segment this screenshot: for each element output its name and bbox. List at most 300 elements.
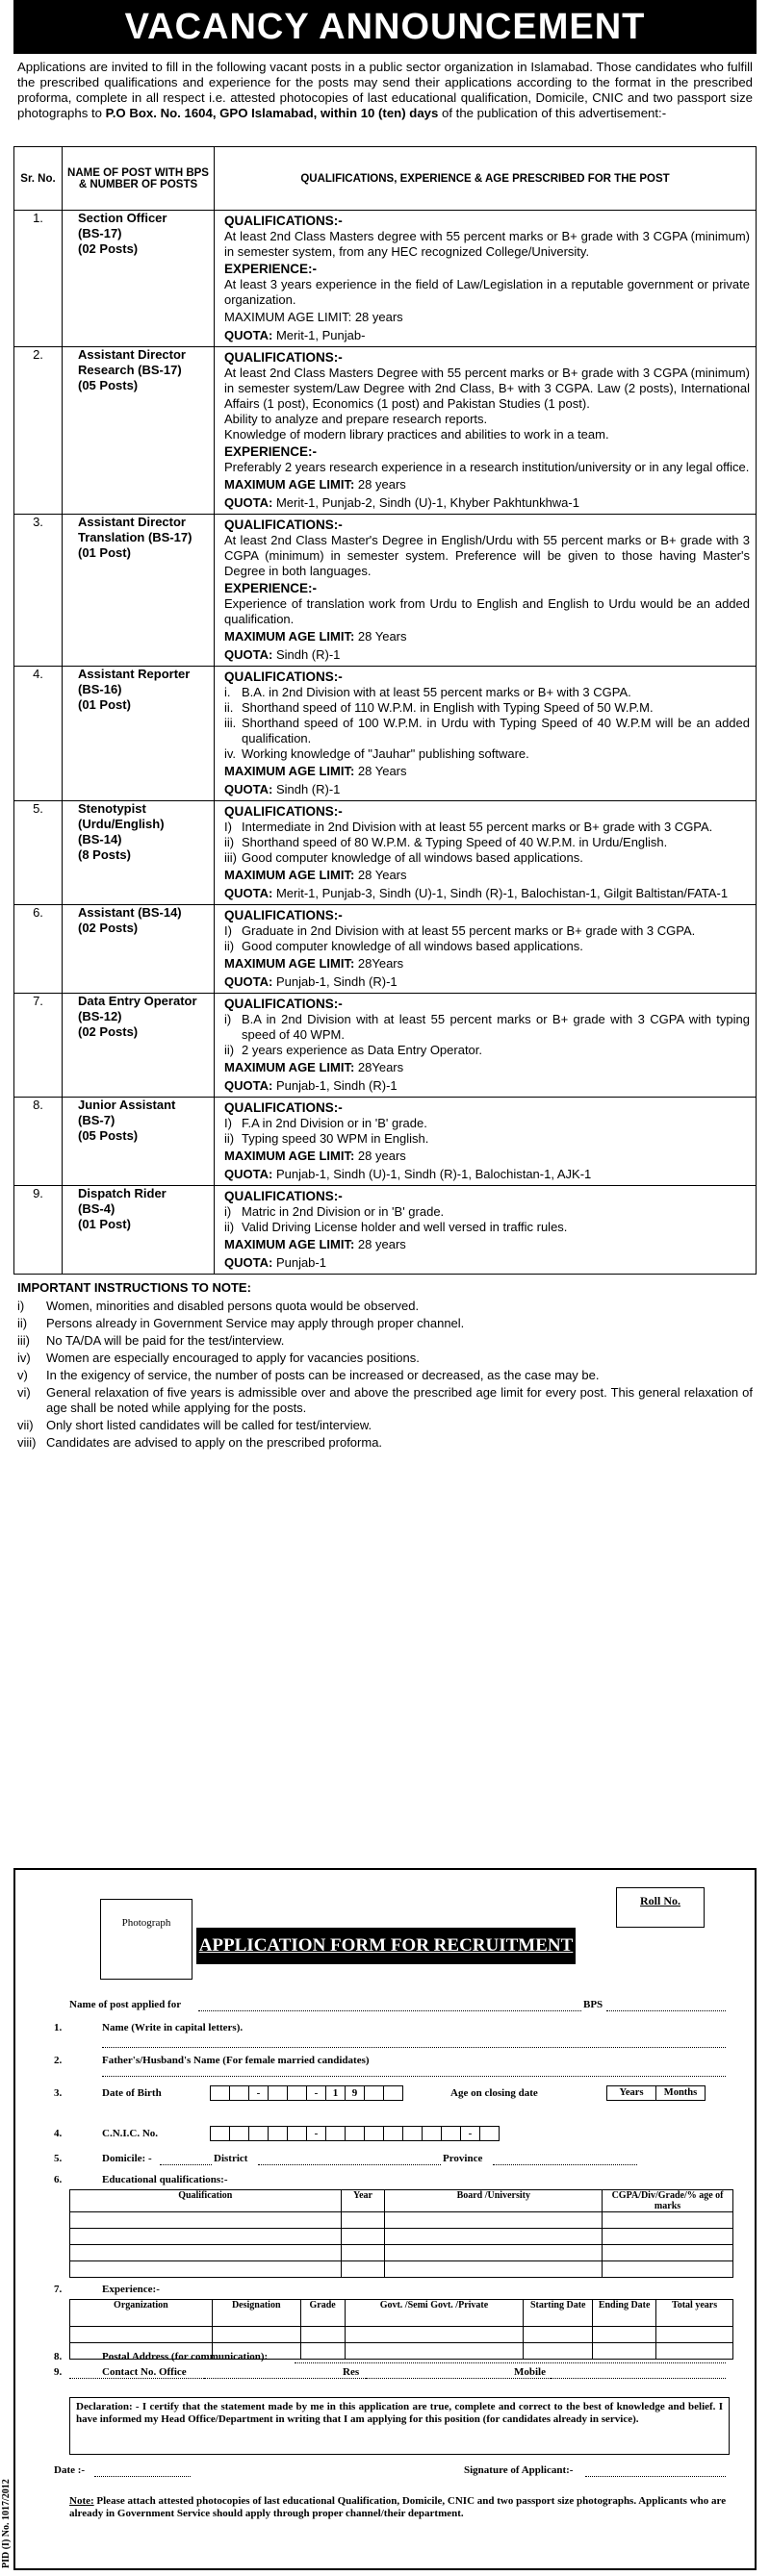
- digit-box[interactable]: [268, 2126, 288, 2141]
- instruction-number: iv): [17, 1351, 31, 1365]
- instruction-text: Candidates are advised to apply on the prescribed proforma.: [46, 1435, 383, 1450]
- education-label: Educational qualifications:-: [102, 2174, 228, 2185]
- post-title: Stenotypist (Urdu/English): [78, 801, 165, 831]
- exp-cell[interactable]: [524, 2343, 593, 2360]
- qualification-item: [224, 1116, 750, 1131]
- header-post-name: NAME OF POST WITH BPS & NUMBER OF POSTS: [63, 147, 215, 211]
- max-age-limit: [224, 764, 750, 779]
- edu-cell[interactable]: [385, 2245, 603, 2261]
- edu-cell[interactable]: [70, 2245, 342, 2261]
- date-line[interactable]: [94, 2476, 191, 2477]
- digit-box[interactable]: -: [460, 2126, 480, 2141]
- post-count: (02 Posts): [78, 241, 139, 256]
- table-row: [70, 2327, 733, 2343]
- table-row: [70, 2229, 733, 2245]
- row-qualifications: [215, 994, 757, 1098]
- quota-label: QUOTA:: [224, 974, 273, 989]
- post-title: Section Officer: [78, 211, 167, 225]
- signature-label: Signature of Applicant:-: [464, 2464, 574, 2476]
- row-qualifications: [215, 1186, 757, 1275]
- max-age-limit: [224, 956, 750, 972]
- quota-value: Merit-1, Punjab-: [275, 328, 366, 342]
- mobile-label: Mobile: [514, 2366, 546, 2378]
- instruction-text: Only short listed candidates will be called for test/interview.: [46, 1418, 372, 1432]
- instruction-item: [17, 1385, 753, 1416]
- qualification-item: [224, 939, 750, 954]
- post-title: Dispatch Rider: [78, 1186, 167, 1200]
- table-row: [14, 1098, 757, 1186]
- edu-header-grade: CGPA/Div/Grade/% age of marks: [603, 2190, 733, 2212]
- post-count: (01 Post): [78, 1217, 131, 1231]
- qualification-text: Typing speed 30 WPM in English.: [242, 1131, 429, 1146]
- advertisement-page: [13, 0, 757, 1452]
- row-post-name: [63, 1098, 215, 1186]
- header-qualifications: QUALIFICATIONS, EXPERIENCE & AGE PRESCRIBED FOR THE POST: [215, 147, 757, 211]
- max-age-limit: [224, 1060, 750, 1075]
- exp-cell[interactable]: [345, 2327, 524, 2343]
- qualification-item: [224, 700, 750, 716]
- cnic-boxes[interactable]: [210, 2126, 499, 2141]
- intro-text: Applications are invited to fill in the following vacant posts in a public sector organization in Islamabad. Those candidates who fulfill the prescribed qualifications and experience for the posts may send their applications according to the format in the prescribed proforma, complete in all respect i.e. attested photocopies of last educational qualification, Domicile, CNIC and two passport size photographs to: [17, 60, 753, 120]
- qualification-text: Shorthand speed of 100 W.P.M. in Urdu with Typing Speed of 40 W.P.M will be an added qualification.: [242, 716, 750, 745]
- experience-label: EXPERIENCE:-: [224, 262, 318, 276]
- qualification-item: [224, 1131, 750, 1147]
- qualifications-label: QUALIFICATIONS:-: [224, 1189, 343, 1203]
- mobile-line[interactable]: [551, 2378, 726, 2379]
- table-row: [14, 667, 757, 801]
- quota-label: QUOTA:: [224, 647, 273, 662]
- qualification-text: At least 2nd Class Master's Degree in English/Urdu with 55 percent marks or B+ grade with 3 CGPA (minimum) in semester system. Preference will be given to those having Master's Degree in both languages.: [224, 533, 750, 578]
- instruction-text: Women, minorities and disabled persons quota would be observed.: [46, 1299, 420, 1313]
- edu-cell[interactable]: [70, 2261, 342, 2278]
- district-line[interactable]: [258, 2164, 441, 2165]
- postal-address-line[interactable]: [295, 2362, 726, 2363]
- roll-no-box: Roll No.: [616, 1887, 705, 1928]
- digit-box[interactable]: [287, 2085, 307, 2101]
- qualification-item: [224, 835, 750, 850]
- post-title: Assistant Reporter: [78, 667, 191, 681]
- qualifications-label: QUALIFICATIONS:-: [224, 669, 343, 684]
- qualifications-label: QUALIFICATIONS:-: [224, 350, 343, 365]
- instruction-item: [17, 1368, 753, 1383]
- qualification-text: Good computer knowledge of all windows based applications.: [242, 939, 583, 953]
- qualification-text: 2 years experience as Data Entry Operator.: [242, 1043, 483, 1057]
- res-label: Res: [343, 2366, 360, 2378]
- quota-label: QUOTA:: [224, 886, 273, 900]
- qualification-text: Graduate in 2nd Division with at least 55 percent marks or B+ grade with 3 CGPA.: [242, 923, 696, 938]
- father-name-line[interactable]: [102, 2076, 726, 2077]
- cnic-label: C.N.I.C. No.: [102, 2128, 159, 2139]
- qualification-number: I): [224, 923, 232, 938]
- instruction-item: [17, 1418, 753, 1433]
- qualification-item: [224, 1043, 750, 1058]
- post-title: Assistant Director Translation (BS-17): [78, 515, 192, 544]
- age-boxes: [606, 2085, 705, 2101]
- note-text: Please attach attested photocopies of last educational Qualification, Domicile, CNIC and two passport size photographs. Applicants who are already in Government Service should apply through proper channel/their department.: [69, 2495, 727, 2519]
- age-value: 28 Years: [357, 764, 407, 778]
- quota: [224, 886, 750, 901]
- digit-box[interactable]: [383, 2126, 403, 2141]
- post-count: (05 Posts): [78, 378, 139, 392]
- qualifications-label: QUALIFICATIONS:-: [224, 518, 343, 532]
- age-label: MAXIMUM AGE LIMIT:: [224, 477, 355, 492]
- age-label: MAXIMUM AGE LIMIT:: [224, 1237, 355, 1251]
- qualification-number: I): [224, 820, 232, 834]
- edu-cell[interactable]: [341, 2245, 385, 2261]
- table-row: [14, 211, 757, 347]
- qualification-item: [224, 1012, 750, 1043]
- qualification-item: [224, 820, 750, 835]
- max-age-limit: [224, 1149, 750, 1164]
- instruction-number: vi): [17, 1385, 31, 1400]
- province-line[interactable]: [493, 2164, 637, 2165]
- field-9-number: 9.: [54, 2366, 63, 2378]
- digit-box[interactable]: 1: [325, 2085, 346, 2101]
- pid-text: PID (I) No. 1017/2012: [1, 2479, 12, 2568]
- digit-box[interactable]: [210, 2126, 230, 2141]
- instruction-item: [17, 1351, 753, 1366]
- domicile-line[interactable]: [160, 2164, 212, 2165]
- res-line[interactable]: [366, 2378, 510, 2379]
- experience-text: Experience of translation work from Urdu to English and English to Urdu would be an added qualification.: [224, 596, 750, 626]
- qualification-text: B.A. in 2nd Division with at least 55 percent marks or B+ with 3 CGPA.: [242, 685, 631, 699]
- instruction-number: v): [17, 1368, 28, 1382]
- exp-header-end: Ending Date: [593, 2300, 656, 2327]
- vacancy-table: [13, 146, 757, 1275]
- exp-cell[interactable]: [70, 2327, 213, 2343]
- exp-header-start: Starting Date: [524, 2300, 593, 2327]
- digit-box[interactable]: [364, 2085, 384, 2101]
- row-post-name: [63, 515, 215, 667]
- name-label: Name (Write in capital letters).: [102, 2022, 244, 2033]
- exp-header-type: Govt. /Semi Govt. /Private: [345, 2300, 524, 2327]
- exp-cell[interactable]: [593, 2343, 656, 2360]
- qualification-number: ii): [224, 1220, 235, 1234]
- application-form: [13, 1868, 757, 2570]
- edu-cell[interactable]: [385, 2229, 603, 2245]
- field-2-number: 2.: [54, 2055, 63, 2066]
- digit-box[interactable]: [229, 2126, 249, 2141]
- exp-header-organization: Organization: [70, 2300, 213, 2327]
- digit-box[interactable]: [287, 2126, 307, 2141]
- qualification-text: Shorthand speed of 80 W.P.M. & Typing Speed of 40 W.P.M. in Urdu/English.: [242, 835, 668, 849]
- quota-value: Merit-1, Punjab-3, Sindh (U)-1, Sindh (R)-1, Balochistan-1, Gilgit Baltistan/FATA-1: [275, 886, 729, 900]
- bps-line[interactable]: [606, 2010, 726, 2011]
- age-label: MAXIMUM AGE LIMIT:: [224, 310, 352, 324]
- table-row: [14, 801, 757, 905]
- field-7-number: 7.: [54, 2284, 63, 2295]
- edu-header-year: Year: [341, 2190, 385, 2212]
- post-count: (01 Post): [78, 697, 131, 712]
- instruction-text: Persons already in Government Service may apply through proper channel.: [46, 1316, 465, 1330]
- edu-cell[interactable]: [385, 2212, 603, 2229]
- quota: [224, 974, 750, 990]
- row-post-name: [63, 1186, 215, 1275]
- age-label: MAXIMUM AGE LIMIT:: [224, 629, 355, 644]
- dob-label: Date of Birth: [102, 2087, 162, 2099]
- age-value: 28 years: [357, 1237, 406, 1251]
- intro-tail: of the publication of this advertisement:-: [438, 106, 667, 120]
- qualification-text: Matric in 2nd Division or in 'B' grade.: [242, 1204, 445, 1219]
- edu-cell[interactable]: [603, 2245, 733, 2261]
- row-post-name: [63, 801, 215, 905]
- field-8-number: 8.: [54, 2351, 63, 2362]
- declaration-box: Declaration: - I certify that the statement made by me in this application are true, complete and correct to the best of knowledge and belief. I have informed my Head Office/Department in writing that I am applying for this position (for candidates already in service).: [69, 2397, 730, 2455]
- edu-cell[interactable]: [603, 2212, 733, 2229]
- quota-value: Sindh (R)-1: [275, 782, 341, 796]
- post-bps: (BS-17): [78, 226, 122, 240]
- row-qualifications: [215, 1098, 757, 1186]
- quota-label: QUOTA:: [224, 328, 273, 342]
- field-4-number: 4.: [54, 2128, 63, 2139]
- digit-box[interactable]: [479, 2126, 500, 2141]
- digit-box[interactable]: 9: [345, 2085, 365, 2101]
- instruction-number: i): [17, 1299, 25, 1313]
- domicile-label: Domicile: -: [102, 2153, 152, 2164]
- post-title: Assistant (BS-14): [78, 905, 182, 920]
- qualification-number: ii): [224, 835, 235, 849]
- age-value: 28Years: [357, 1060, 404, 1074]
- edu-cell[interactable]: [341, 2229, 385, 2245]
- qualification-item: [224, 746, 750, 762]
- contact-office-label: Contact No. Office: [102, 2366, 187, 2378]
- experience-text: At least 3 years experience in the field of Law/Legislation in a reputable government or private organization.: [224, 277, 750, 307]
- row-sr-no: 2.: [14, 347, 63, 515]
- exp-cell[interactable]: [300, 2327, 345, 2343]
- instruction-number: ii): [17, 1316, 28, 1330]
- max-age-limit: [224, 310, 750, 325]
- edu-cell[interactable]: [603, 2261, 733, 2278]
- quota: [224, 495, 750, 511]
- row-post-name: [63, 667, 215, 801]
- instruction-item: [17, 1333, 753, 1349]
- exp-cell[interactable]: [656, 2343, 733, 2360]
- qualification-number: i.: [224, 685, 231, 699]
- digit-box[interactable]: [441, 2126, 461, 2141]
- qualification-number: I): [224, 1116, 232, 1130]
- qualification-item: [224, 850, 750, 866]
- row-sr-no: 4.: [14, 667, 63, 801]
- header-sr-no: Sr. No.: [14, 147, 63, 211]
- quota-value: Punjab-1, Sindh (R)-1: [275, 974, 398, 989]
- form-note: [69, 2495, 743, 2520]
- post-count: (01 Post): [78, 545, 131, 560]
- quota-value: Merit-1, Punjab-2, Sindh (U)-1, Khyber Pakhtunkhwa-1: [275, 495, 579, 510]
- digit-box[interactable]: [229, 2085, 249, 2101]
- exp-header-total: Total years: [656, 2300, 733, 2327]
- digit-box[interactable]: [210, 2085, 230, 2101]
- row-qualifications: [215, 347, 757, 515]
- exp-cell[interactable]: [656, 2327, 733, 2343]
- exp-cell[interactable]: [593, 2327, 656, 2343]
- qualification-text: Working knowledge of "Jauhar" publishing software.: [242, 746, 529, 761]
- vacancy-rows: [14, 211, 757, 1275]
- age-label: MAXIMUM AGE LIMIT:: [224, 868, 355, 882]
- qualification-number: iii): [224, 850, 237, 865]
- dob-boxes[interactable]: [210, 2085, 402, 2101]
- table-row: [70, 2212, 733, 2229]
- form-title: APPLICATION FORM FOR RECRUITMENT: [196, 1928, 576, 1964]
- digit-box[interactable]: -: [306, 2126, 326, 2141]
- instruction-item: [17, 1435, 753, 1451]
- quota-label: QUOTA:: [224, 1167, 273, 1181]
- edu-cell[interactable]: [385, 2261, 603, 2278]
- row-post-name: [63, 905, 215, 994]
- table-row: [14, 347, 757, 515]
- contact-office-line[interactable]: [204, 2378, 339, 2379]
- vacancy-banner: VACANCY ANNOUNCEMENT: [13, 0, 757, 54]
- row-sr-no: 7.: [14, 994, 63, 1098]
- exp-cell[interactable]: [300, 2343, 345, 2360]
- postal-address-label: Postal Address (for communication):: [102, 2351, 269, 2362]
- qualification-text: Ability to analyze and prepare research reports.: [224, 412, 488, 426]
- quota-label: QUOTA:: [224, 495, 273, 510]
- qualification-number: iii.: [224, 716, 237, 730]
- qualification-number: ii.: [224, 700, 234, 715]
- photograph-box: Photograph: [100, 1899, 192, 1980]
- quota-label: QUOTA:: [224, 1078, 273, 1093]
- digit-box[interactable]: [383, 2085, 403, 2101]
- post-count: (05 Posts): [78, 1128, 139, 1143]
- exp-cell[interactable]: [345, 2343, 524, 2360]
- age-label: MAXIMUM AGE LIMIT:: [224, 764, 355, 778]
- post-title: Data Entry Operator: [78, 994, 197, 1008]
- field-3-number: 3.: [54, 2087, 63, 2099]
- instruction-item: [17, 1299, 753, 1314]
- row-post-name: [63, 211, 215, 347]
- age-label: MAXIMUM AGE LIMIT:: [224, 1060, 355, 1074]
- qualification-number: i): [224, 1204, 232, 1219]
- max-age-limit: [224, 868, 750, 883]
- qualification-text: Intermediate in 2nd Division with at least 55 percent marks or B+ grade with 3 CGPA.: [242, 820, 713, 834]
- qualification-text: F.A in 2nd Division or in 'B' grade.: [242, 1116, 427, 1130]
- instruction-text: Women are especially encouraged to apply for vacancies positions.: [46, 1351, 420, 1365]
- field-1-number: 1.: [54, 2022, 63, 2033]
- experience-label: Experience:-: [102, 2284, 160, 2295]
- digit-box[interactable]: [345, 2126, 365, 2141]
- quota-label: QUOTA:: [224, 782, 273, 796]
- instructions-list: [17, 1299, 753, 1451]
- instruction-text: General relaxation of five years is admissible over and above the prescribed age limit for every post. This general relaxation of age shall be noted while applying for the posts.: [46, 1385, 753, 1415]
- district-label: District: [214, 2153, 248, 2164]
- quota-value: Punjab-1, Sindh (U)-1, Sindh (R)-1, Balochistan-1, AJK-1: [275, 1167, 592, 1181]
- exp-header-grade: Grade: [300, 2300, 345, 2327]
- digit-box[interactable]: [364, 2126, 384, 2141]
- qualifications-label: QUALIFICATIONS:-: [224, 804, 343, 819]
- row-sr-no: 6.: [14, 905, 63, 994]
- instruction-item: [17, 1316, 753, 1331]
- bps-label: BPS: [583, 1999, 603, 2010]
- age-value: 28 years: [357, 477, 406, 492]
- age-value: 28 Years: [357, 868, 407, 882]
- qualification-text: At least 2nd Class Masters degree with 55 percent marks or B+ grade with 3 CGPA (minimum) in semester system, from any HEC recognized College/University.: [224, 229, 750, 259]
- qualifications-label: QUALIFICATIONS:-: [224, 214, 343, 228]
- qualification-text: Shorthand speed of 110 W.P.M. in English with Typing Speed of 50 W.P.M.: [242, 700, 654, 715]
- digit-box[interactable]: [325, 2126, 346, 2141]
- exp-header-designation: Designation: [212, 2300, 300, 2327]
- quota: [224, 1255, 750, 1271]
- experience-text: Preferably 2 years research experience in a research institution/university or in any legal office.: [224, 460, 750, 474]
- row-post-name: [63, 347, 215, 515]
- field-6-number: 6.: [54, 2174, 63, 2185]
- age-value: 28 years: [354, 310, 403, 324]
- edu-cell[interactable]: [341, 2261, 385, 2278]
- age-closing-label: Age on closing date: [450, 2087, 538, 2099]
- instruction-number: iii): [17, 1333, 30, 1348]
- quota-value: Punjab-1, Sindh (R)-1: [275, 1078, 398, 1093]
- qualification-item: [224, 685, 750, 700]
- months-box[interactable]: Months: [655, 2085, 706, 2101]
- digit-box[interactable]: [402, 2126, 423, 2141]
- years-box[interactable]: Years: [606, 2085, 656, 2101]
- qualification-number: iv.: [224, 746, 237, 761]
- digit-box[interactable]: -: [248, 2085, 269, 2101]
- post-title: Junior Assistant: [78, 1098, 176, 1112]
- qualification-text: Knowledge of modern library practices and abilities to work in a team.: [224, 427, 609, 442]
- instructions-heading: IMPORTANT INSTRUCTIONS TO NOTE:: [17, 1280, 251, 1295]
- edu-cell[interactable]: [341, 2212, 385, 2229]
- row-qualifications: [215, 211, 757, 347]
- post-count: (02 Posts): [78, 921, 139, 935]
- qualifications-label: QUALIFICATIONS:-: [224, 997, 343, 1011]
- experience-label: EXPERIENCE:-: [224, 444, 318, 459]
- edu-header-board: Board /University: [385, 2190, 603, 2212]
- age-label: MAXIMUM AGE LIMIT:: [224, 1149, 355, 1163]
- post-applied-line[interactable]: [198, 2010, 581, 2011]
- instruction-text: No TA/DA will be paid for the test/interview.: [46, 1333, 285, 1348]
- table-row: [14, 1186, 757, 1275]
- qualification-text: B.A in 2nd Division with at least 55 percent marks or B+ grade with 3 CGPA with typing speed of 40 WPM.: [242, 1012, 750, 1042]
- age-value: 28 Years: [357, 629, 407, 644]
- exp-cell[interactable]: [212, 2327, 300, 2343]
- edu-cell[interactable]: [70, 2229, 342, 2245]
- exp-cell[interactable]: [524, 2327, 593, 2343]
- row-sr-no: 8.: [14, 1098, 63, 1186]
- signature-line[interactable]: [585, 2476, 726, 2477]
- qualification-number: i): [224, 1012, 232, 1026]
- qualification-number: ii): [224, 1131, 235, 1146]
- age-value: 28Years: [357, 956, 404, 971]
- table-row: [70, 2245, 733, 2261]
- post-count: (8 Posts): [78, 847, 131, 862]
- table-row: [14, 994, 757, 1098]
- qualification-item: [224, 1220, 750, 1235]
- digit-box[interactable]: [248, 2126, 269, 2141]
- age-value: 28 years: [357, 1149, 406, 1163]
- digit-box[interactable]: [268, 2085, 288, 2101]
- qualification-item: [224, 1204, 750, 1220]
- province-label: Province: [443, 2153, 483, 2164]
- row-sr-no: 5.: [14, 801, 63, 905]
- name-line[interactable]: [102, 2047, 726, 2048]
- qualification-item: [224, 923, 750, 939]
- row-sr-no: 9.: [14, 1186, 63, 1275]
- quota: [224, 782, 750, 797]
- quota: [224, 328, 750, 343]
- post-bps: (BS-7): [78, 1113, 116, 1127]
- digit-box[interactable]: [422, 2126, 442, 2141]
- digit-box[interactable]: -: [306, 2085, 326, 2101]
- edu-cell[interactable]: [70, 2212, 342, 2229]
- edu-cell[interactable]: [603, 2229, 733, 2245]
- quota-value: Sindh (R)-1: [275, 647, 341, 662]
- instruction-number: vii): [17, 1418, 34, 1432]
- row-sr-no: 3.: [14, 515, 63, 667]
- row-qualifications: [215, 801, 757, 905]
- intro-paragraph: [13, 54, 757, 146]
- qualification-text: At least 2nd Class Masters Degree with 55 percent marks or B+ grade with 3 CGPA (minimum) in semester system/Law Degree with 2nd Class, B+ with 3 CGPA. Law (2 posts), International Affairs (1 post), Economics (1 post) and Pakistan Studies (1 post).: [224, 366, 750, 411]
- row-post-name: [63, 994, 215, 1098]
